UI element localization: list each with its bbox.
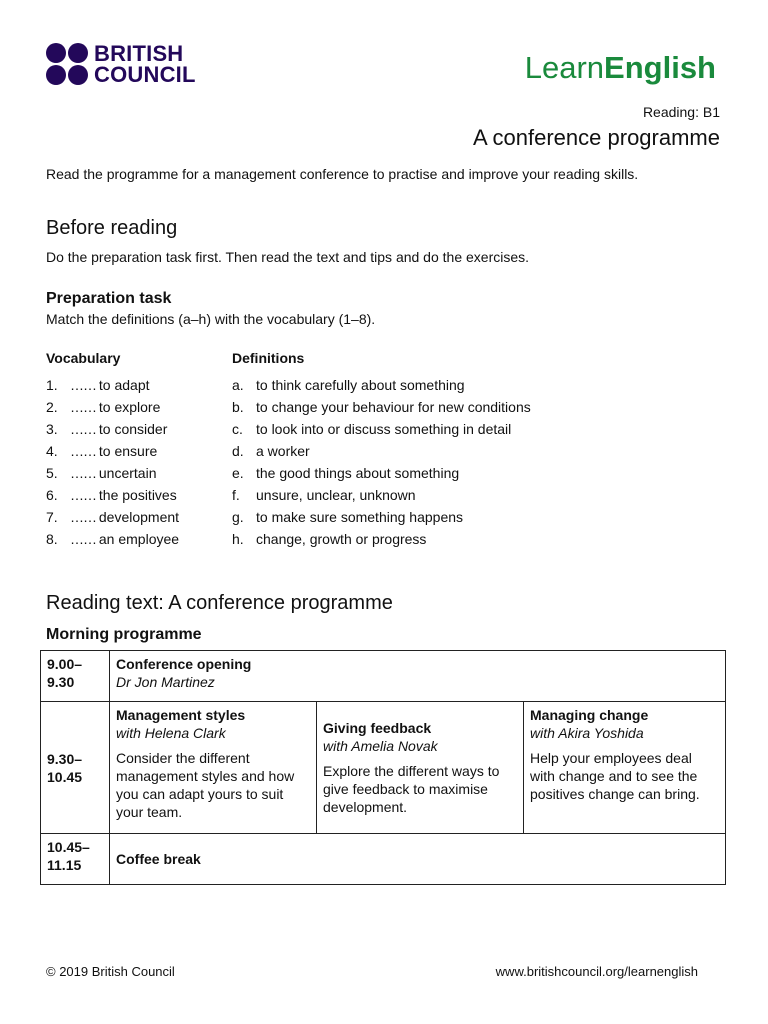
session-title: Conference opening: [116, 656, 252, 672]
answer-blank[interactable]: ……: [70, 377, 96, 393]
vocab-number: 4.: [46, 443, 58, 459]
level-label: Reading: B1: [642, 104, 720, 120]
vocabulary-item: [46, 374, 179, 396]
session-cell: [110, 834, 726, 885]
learnenglish-logo[interactable]: [525, 50, 716, 86]
page-title: A conference programme: [472, 125, 720, 150]
vocabulary-heading: Vocabulary: [46, 350, 121, 366]
vocab-number: 5.: [46, 465, 58, 481]
time-text: 9.00– 9.30: [47, 656, 83, 690]
british-council-dots-icon: [46, 43, 88, 85]
definition-item: [232, 374, 531, 396]
time-cell: [41, 834, 110, 885]
definition-text: the good things about something: [256, 465, 460, 481]
session-speaker: with Helena Clark: [116, 725, 226, 741]
definition-text: change, growth or progress: [256, 531, 427, 547]
before-reading-instruction: Do the preparation task first. Then read the text and tips and do the exercises.: [46, 249, 530, 265]
session-cell: [317, 702, 524, 834]
vocab-number: 8.: [46, 531, 58, 547]
preparation-instruction: Match the definitions (a–h) with the vocabulary (1–8).: [46, 311, 376, 327]
british-council-wordmark: [94, 43, 196, 85]
definition-letter: c.: [232, 421, 243, 437]
definition-letter: g.: [232, 509, 244, 525]
definition-letter: b.: [232, 399, 244, 415]
before-reading-heading: Before reading: [46, 217, 178, 239]
vocab-word: uncertain: [98, 465, 157, 481]
session-description: Explore the different ways to give feedback to maximise development.: [323, 763, 500, 815]
vocab-number: 7.: [46, 509, 58, 525]
answer-blank[interactable]: ……: [70, 421, 96, 437]
logo-learn: Learn: [524, 50, 605, 85]
brand-line-2: COUNCIL: [94, 62, 196, 87]
definitions-heading: Definitions: [232, 350, 305, 366]
definition-text: unsure, unclear, unknown: [256, 487, 416, 503]
morning-programme-heading: Morning programme: [46, 626, 202, 643]
definition-item: [232, 484, 531, 506]
vocab-word: an employee: [98, 531, 180, 547]
vocab-word: the positives: [98, 487, 177, 503]
reading-heading: Reading text: A conference programme: [46, 592, 393, 614]
vocabulary-item: [46, 418, 179, 440]
definition-letter: e.: [232, 465, 244, 481]
session-title: Giving feedback: [323, 720, 432, 736]
vocab-word: to consider: [98, 421, 168, 437]
definition-letter: d.: [232, 443, 244, 459]
answer-blank[interactable]: ……: [70, 465, 96, 481]
definition-item: [232, 506, 531, 528]
intro-text: Read the programme for a management conference to practise and improve your reading skills.: [46, 166, 639, 182]
session-description: Help your employees deal with change and to see the positives change can bring.: [530, 750, 700, 802]
definition-letter: a.: [232, 377, 244, 393]
session-speaker: with Amelia Novak: [323, 738, 438, 754]
vocabulary-item: [46, 506, 179, 528]
footer-url-link[interactable]: www.britishcouncil.org/learnenglish: [495, 964, 698, 979]
session-cell: [524, 702, 726, 834]
brand-line-1: BRITISH: [94, 41, 184, 66]
session-description: Consider the different management styles and how you can adapt yours to suit your team.: [116, 750, 295, 820]
vocabulary-item: [46, 528, 179, 550]
table-row: [41, 834, 726, 885]
vocabulary-item: [46, 462, 179, 484]
vocab-number: 3.: [46, 421, 58, 437]
time-text: 10.45– 11.15: [47, 839, 90, 873]
definition-item: [232, 418, 531, 440]
definition-item: [232, 440, 531, 462]
definition-text: to change your behaviour for new conditions: [256, 399, 531, 415]
time-cell: [41, 702, 110, 834]
answer-blank[interactable]: ……: [70, 487, 96, 503]
answer-blank[interactable]: ……: [70, 443, 96, 459]
session-title: Coffee break: [116, 851, 201, 867]
session-cell: [110, 651, 726, 702]
vocabulary-item: [46, 396, 179, 418]
definition-text: to make sure something happens: [256, 509, 464, 525]
time-cell: [41, 651, 110, 702]
answer-blank[interactable]: ……: [70, 509, 96, 525]
session-cell: [110, 702, 317, 834]
preparation-heading: Preparation task: [46, 290, 172, 307]
definition-letter: h.: [232, 531, 244, 547]
definition-text: to look into or discuss something in detail: [256, 421, 512, 437]
logo-english: English: [604, 50, 716, 85]
table-row: [41, 651, 726, 702]
time-text: 9.30– 10.45: [47, 750, 83, 785]
page-header: [0, 0, 768, 110]
vocab-number: 6.: [46, 487, 58, 503]
vocab-word: to adapt: [98, 377, 150, 393]
answer-blank[interactable]: ……: [70, 531, 96, 547]
british-council-logo[interactable]: [46, 43, 196, 85]
answer-blank[interactable]: ……: [70, 399, 96, 415]
vocab-number: 2.: [46, 399, 58, 415]
session-title: Management styles: [116, 707, 246, 723]
vocabulary-list: [46, 374, 179, 550]
copyright-text: © 2019 British Council: [46, 964, 175, 979]
programme-table: [40, 650, 726, 885]
vocab-word: to ensure: [98, 443, 158, 459]
session-title: Managing change: [530, 707, 649, 723]
vocabulary-item: [46, 440, 179, 462]
definition-text: to think carefully about something: [256, 377, 465, 393]
definition-text: a worker: [256, 443, 310, 459]
definition-item: [232, 396, 531, 418]
definition-item: [232, 462, 531, 484]
definition-item: [232, 528, 531, 550]
session-speaker: with Akira Yoshida: [530, 725, 644, 741]
definition-letter: f.: [232, 487, 240, 503]
vocabulary-item: [46, 484, 179, 506]
vocab-number: 1.: [46, 377, 58, 393]
vocab-word: development: [98, 509, 180, 525]
table-row: [41, 702, 726, 834]
definitions-list: [232, 374, 531, 550]
vocab-word: to explore: [98, 399, 161, 415]
session-speaker: Dr Jon Martinez: [116, 674, 215, 690]
